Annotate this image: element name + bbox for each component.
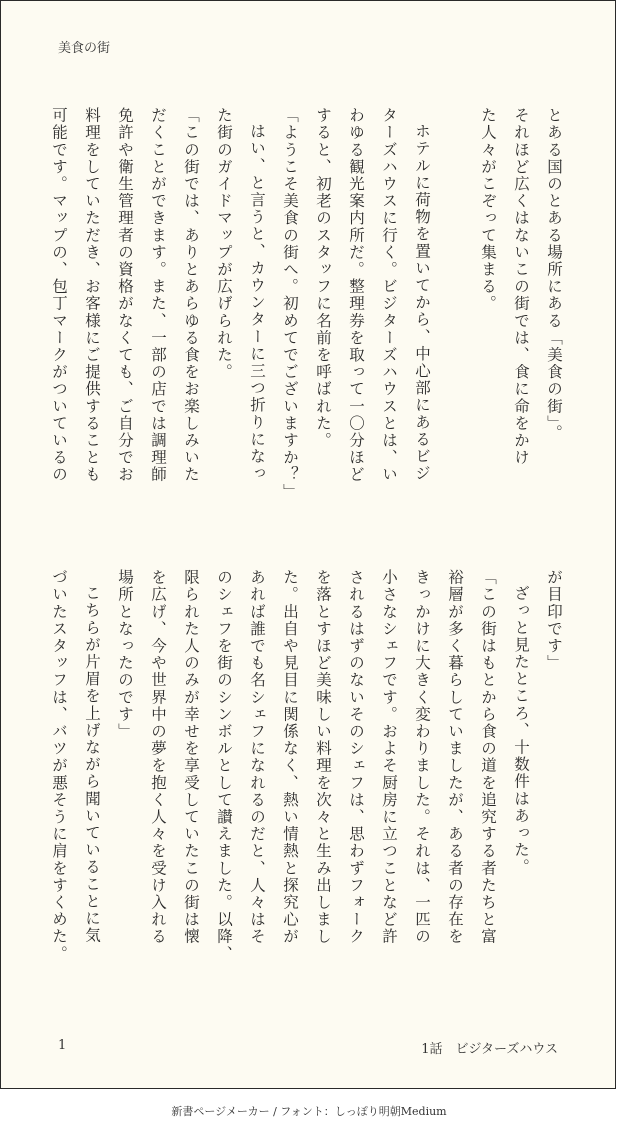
text-column: 「この街では、ありとあらゆる食をお楽しみいた [182,107,200,484]
text-column: た人々がこぞって集まる。 [479,107,497,313]
text-column [443,107,467,522]
page-number: 1 [58,1038,67,1053]
text-column: のシェフを街のシンボルとして讃えました。以降、 [215,569,233,963]
book-title: 美食の街 [58,41,111,56]
text-column: 場所となったのです」 [116,569,134,740]
text-column: とある国のとある場所にある「美食の街」。 [545,107,563,442]
text-column: 可能です。マップの、包丁マークがついているの [50,107,68,484]
text-column: 小さなシェフです。およそ厨房に立つことなど許 [380,569,398,946]
chapter-label: 1話 ビジターズハウス [421,1042,558,1057]
text-column: こちらが片眉を上げながら聞いていることに気 [83,585,101,945]
text-column: 「この街はもとから食の道を追究する者たちと富 [479,569,497,946]
text-column: を広げ、今や世界中の夢を抱く人々を受け入れる [149,569,167,946]
text-column: た街のガイドマップが広げられた。 [215,107,233,381]
text-column: ざっと見たところ、十数件はあった。 [512,585,530,876]
text-column: 料理をしていただき、お客様にご提供することも [83,107,101,484]
text-column: それほど広くはないこの街では、食に命をかけ [512,107,530,467]
text-column: あれば誰でも名シェフになれるのだと、人々はそ [248,569,266,946]
text-column: きっかけに大きく変わりました。それは、一匹の [413,569,431,946]
text-column: が目印です」 [545,569,563,672]
text-column: わゆる観光案内所だ。整理券を取って一〇分ほど [347,107,365,484]
text-column: すると、初老のスタッフに名前を呼ばれた。 [314,107,332,449]
text-column: だくことができます。また、一部の店では調理師 [149,107,167,484]
text-column: ホテルに荷物を置いてから、中心部にあるビジ [413,123,431,483]
text-column: を落とすほど美味しい料理を次々と生み出しまし [314,569,332,946]
text-column: 免許や衛生管理者の資格がなくても、ご自分でお [116,107,134,484]
text-column: づいたスタッフは、バツが悪そうに肩をすくめた。 [50,569,68,963]
text-column: はい、と言うと、カウンターに三つ折りになっ [248,123,266,483]
text-column: 裕層が多く暮らしていましたが、ある者の存在を [446,569,464,946]
text-column: されるはずのないそのシェフは、思わずフォーク [347,569,365,946]
text-column: 限られた人のみが幸せを享受していたこの街は懐 [182,569,200,946]
text-column: た。出自や見目に関係なく、熱い情熱と探究心が [281,569,299,946]
text-column: 「ようこそ美食の街へ。初めてでございますか？」 [281,107,299,501]
text-column: ターズハウスに行く。ビジターズハウスとは、い [380,107,398,484]
footer-credit: 新書ページメーカー / フォント：しっぽり明朝Medium [171,1105,447,1118]
